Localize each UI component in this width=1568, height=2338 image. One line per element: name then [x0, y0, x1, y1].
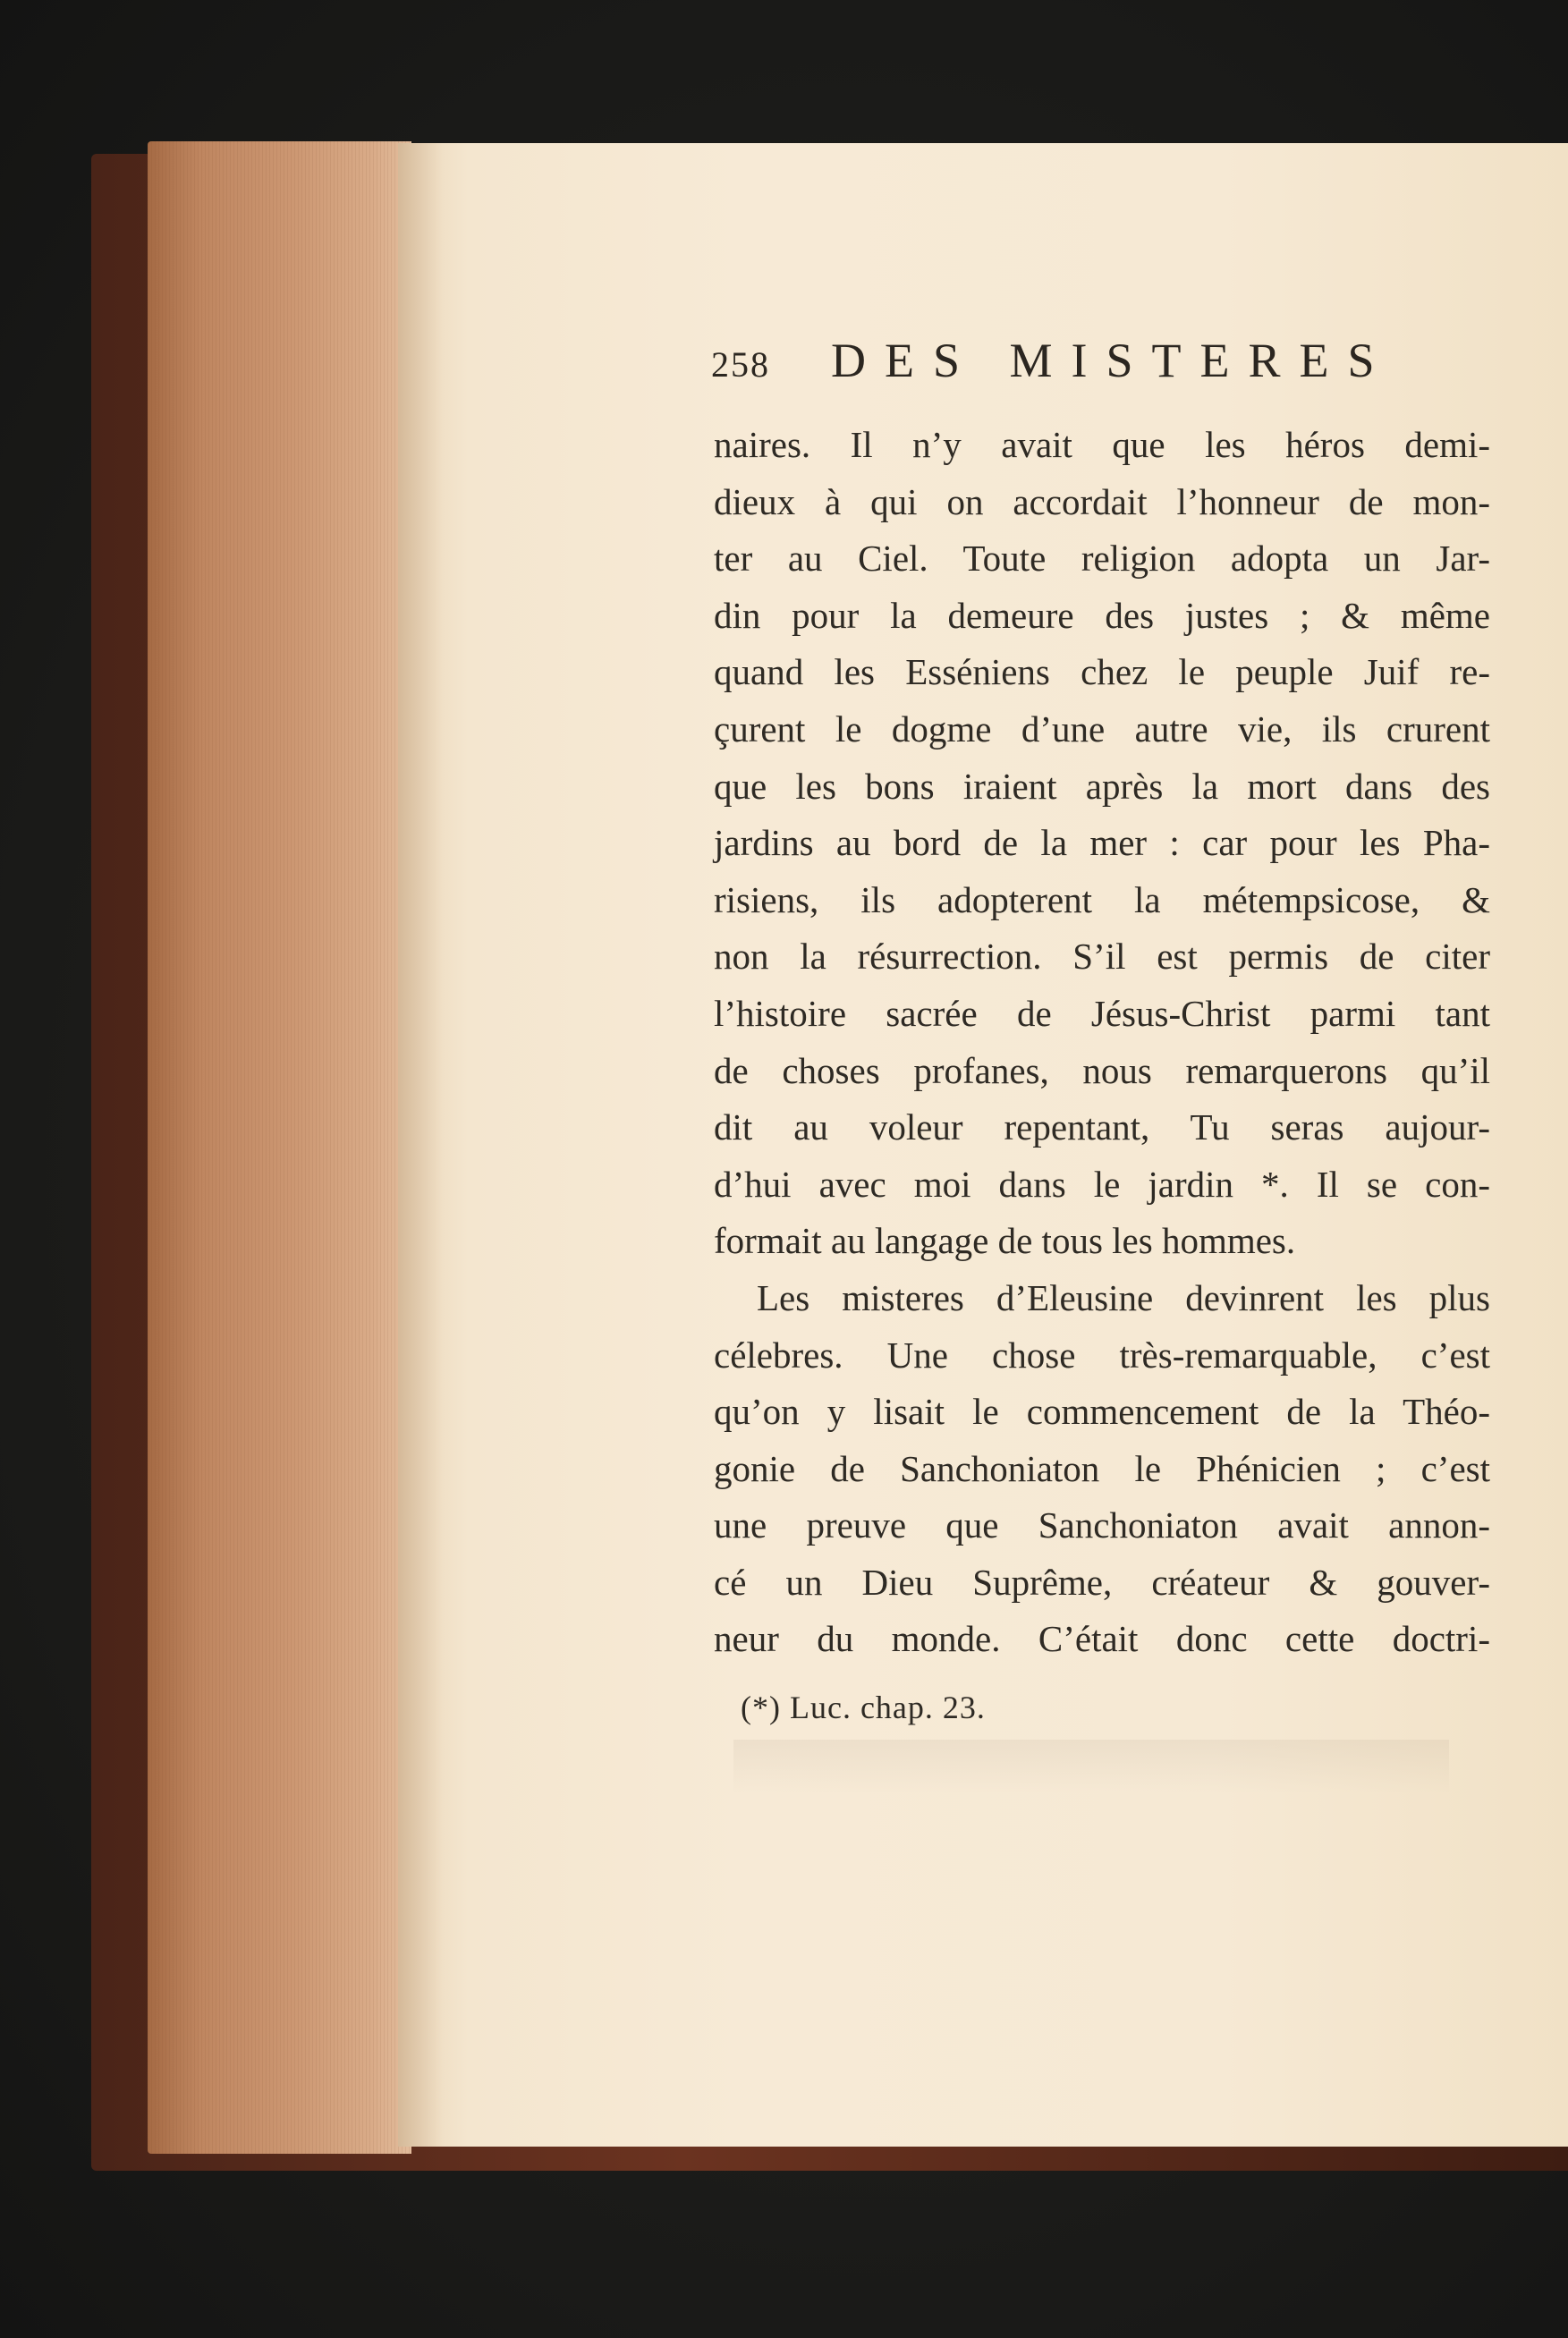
- page-title: DES MISTERES: [831, 334, 1394, 387]
- text-line: qu’on y lisait le commencement de la Théo-: [714, 1391, 1490, 1433]
- text-line: l’histoire sacrée de Jésus-Christ parmi tant: [714, 992, 1490, 1034]
- page-edges: [148, 141, 411, 2154]
- text-line: çurent le dogme d’une autre vie, ils crurent: [714, 707, 1490, 750]
- text-line: une preuve que Sanchoniaton avait annon-: [714, 1504, 1490, 1546]
- gutter-shadow: [398, 143, 443, 2147]
- page-number: 258: [711, 344, 770, 385]
- text-line: de choses profanes, nous remarquerons qu’il: [714, 1049, 1490, 1091]
- text-line: neur du monde. C’était donc cette doctri-: [714, 1618, 1490, 1660]
- text-line: que les bons iraient après la mort dans des: [714, 765, 1490, 807]
- text-line-paragraph-end: formait au langage de tous les hommes.: [714, 1220, 1296, 1262]
- text-line: cé un Dieu Suprême, créateur & gouver-: [714, 1561, 1490, 1603]
- running-head: [711, 333, 1498, 395]
- text-line: naires. Il n’y avait que les héros demi-: [714, 424, 1490, 465]
- text-line: dit au voleur repentant, Tu seras aujour-: [714, 1106, 1490, 1148]
- show-through-shadow: [733, 1740, 1449, 1793]
- text-line: risiens, ils adopterent la métempsicose, &: [714, 878, 1490, 920]
- text-line: d’hui avec moi dans le jardin *. Il se con-: [714, 1163, 1490, 1205]
- text-line: din pour la demeure des justes ; & même: [714, 594, 1490, 636]
- body-text: [714, 417, 1490, 1668]
- text-line: quand les Esséniens chez le peuple Juif re-: [714, 651, 1490, 693]
- text-line: jardins au bord de la mer : car pour les Pha-: [714, 822, 1490, 864]
- text-line: ter au Ciel. Toute religion adopta un Jar-: [714, 538, 1490, 580]
- text-line: gonie de Sanchoniaton le Phénicien ; c’est: [714, 1447, 1490, 1489]
- footnote: (*) Luc. chap. 23.: [741, 1690, 986, 1725]
- text-line: célebres. Une chose très-remarquable, c’est: [714, 1334, 1490, 1376]
- text-line-paragraph-start: Les misteres d’Eleusine devinrent les plus: [757, 1276, 1490, 1318]
- text-line: dieux à qui on accordait l’honneur de mon-: [714, 480, 1490, 522]
- text-line: non la résurrection. S’il est permis de citer: [714, 936, 1490, 978]
